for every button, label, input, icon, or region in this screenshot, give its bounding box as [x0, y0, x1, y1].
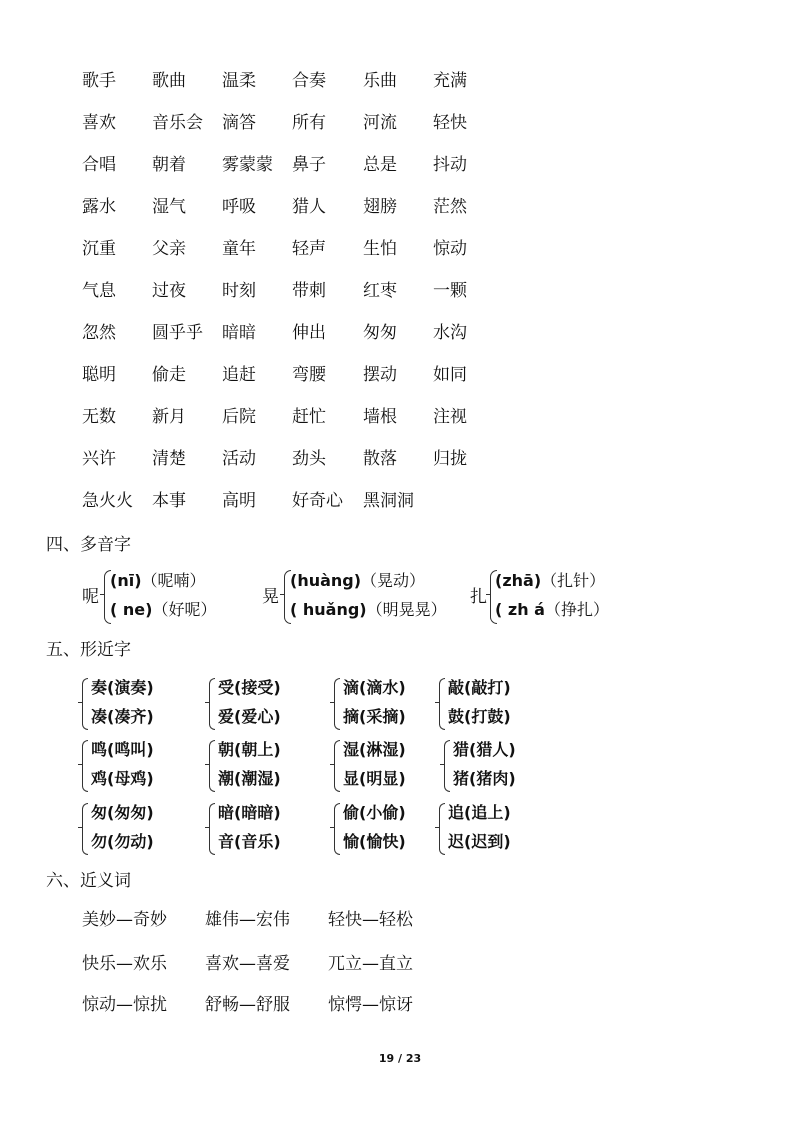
- word: 红枣: [363, 281, 397, 301]
- synonym-pair: 快乐—欢乐: [82, 954, 167, 974]
- synonym-pair: 惊愕—惊讶: [328, 995, 413, 1015]
- word: 童年: [222, 239, 256, 259]
- polyphonic-entry: [262, 568, 462, 626]
- word: 水沟: [433, 323, 467, 343]
- similar-char: 音(音乐): [218, 832, 281, 851]
- word-row: [82, 194, 522, 236]
- brace-icon: [209, 803, 215, 855]
- example-word: （明晃晃）: [366, 600, 447, 619]
- word: 温柔: [222, 71, 256, 91]
- similar-pair: [209, 799, 319, 857]
- brace-icon: [334, 740, 340, 792]
- similar-char: 湿(淋湿): [343, 740, 406, 759]
- section-title-similar: 五、形近字: [46, 640, 131, 660]
- word-row: [82, 446, 522, 488]
- word: 猎人: [292, 197, 326, 217]
- synonym-pair: 雄伟—宏伟: [205, 910, 290, 930]
- synonym-pair: 喜欢—喜爱: [205, 954, 290, 974]
- word-row: [82, 320, 522, 362]
- word: 过夜: [152, 281, 186, 301]
- word-row: [82, 110, 522, 152]
- word: 音乐会: [152, 113, 203, 133]
- word: 合奏: [292, 71, 326, 91]
- brace-icon: [444, 740, 450, 792]
- word: 带刺: [292, 281, 326, 301]
- word: 生怕: [363, 239, 397, 259]
- word: 注视: [433, 407, 467, 427]
- pinyin: ( huǎng): [290, 600, 367, 619]
- word: 本事: [152, 491, 186, 511]
- word: 一颗: [433, 281, 467, 301]
- brace-icon: [439, 678, 445, 730]
- word-row: [82, 236, 522, 278]
- similar-char: 偷(小偷): [343, 803, 406, 822]
- word: 轻快: [433, 113, 467, 133]
- word: 气息: [82, 281, 116, 301]
- word: 轻声: [292, 239, 326, 259]
- word: 翅膀: [363, 197, 397, 217]
- word: 湿气: [152, 197, 186, 217]
- word-row: [82, 152, 522, 194]
- brace-icon: [209, 740, 215, 792]
- similar-char: 奏(演奏): [91, 678, 154, 697]
- word: 茫然: [433, 197, 467, 217]
- polyphonic-reading: [110, 570, 206, 592]
- similar-char: 迟(迟到): [448, 832, 511, 851]
- word: 呼吸: [222, 197, 256, 217]
- similar-char: 猎(猎人): [453, 740, 516, 759]
- word: 急火火: [82, 491, 133, 511]
- similar-pair: [334, 799, 444, 857]
- word: 匆匆: [363, 323, 397, 343]
- synonym-pair: 惊动—惊扰: [82, 995, 167, 1015]
- word: 追赶: [222, 365, 256, 385]
- page-number: 19 / 23: [378, 1052, 422, 1065]
- word: 乐曲: [363, 71, 397, 91]
- word-list: [82, 68, 522, 530]
- similar-pair: [439, 674, 549, 732]
- word: 抖动: [433, 155, 467, 175]
- word: 弯腰: [292, 365, 326, 385]
- polyphonic-reading: [495, 599, 609, 621]
- word: 无数: [82, 407, 116, 427]
- word: 惊动: [433, 239, 467, 259]
- word: 聪明: [82, 365, 116, 385]
- word: 新月: [152, 407, 186, 427]
- word: 总是: [363, 155, 397, 175]
- brace-icon: [334, 803, 340, 855]
- similar-char: 摘(采摘): [343, 707, 406, 726]
- word: 散落: [363, 449, 397, 469]
- word: 忽然: [82, 323, 116, 343]
- word: 喜欢: [82, 113, 116, 133]
- word-row: [82, 278, 522, 320]
- word: 后院: [222, 407, 256, 427]
- similar-char: 暗(暗暗): [218, 803, 281, 822]
- brace-icon: [209, 678, 215, 730]
- brace-icon: [82, 678, 88, 730]
- word: 雾蒙蒙: [222, 155, 273, 175]
- polyphonic-entry: [470, 568, 630, 626]
- polyphonic-reading: [290, 599, 447, 621]
- word: 劲头: [292, 449, 326, 469]
- word: 偷走: [152, 365, 186, 385]
- similar-char: 敲(敲打): [448, 678, 511, 697]
- synonym-pair: 美妙—奇妙: [82, 910, 167, 930]
- similar-char: 鼓(打鼓): [448, 707, 511, 726]
- similar-char: 凑(凑齐): [91, 707, 154, 726]
- similar-char: 鸣(鸣叫): [91, 740, 154, 759]
- similar-char: 潮(潮湿): [218, 769, 281, 788]
- similar-pair: [334, 674, 444, 732]
- word: 河流: [363, 113, 397, 133]
- word: 父亲: [152, 239, 186, 259]
- similar-char: 显(明显): [343, 769, 406, 788]
- example-word: （扎针）: [541, 571, 606, 590]
- word: 伸出: [292, 323, 326, 343]
- word: 好奇心: [292, 491, 343, 511]
- pinyin: (nī): [110, 571, 142, 590]
- word: 滴答: [222, 113, 256, 133]
- word: 沉重: [82, 239, 116, 259]
- similar-pair: [209, 736, 319, 794]
- word: 墙根: [363, 407, 397, 427]
- word: 兴许: [82, 449, 116, 469]
- word: 黑洞洞: [363, 491, 414, 511]
- pinyin: (huàng): [290, 571, 362, 590]
- similar-pair: [82, 674, 192, 732]
- example-word: （呢喃）: [141, 571, 206, 590]
- polyphonic-char: 晃: [262, 587, 279, 607]
- pinyin: (zhā): [495, 571, 542, 590]
- pinyin: ( ne): [110, 600, 153, 619]
- brace-icon: [334, 678, 340, 730]
- similar-char: 匆(匆匆): [91, 803, 154, 822]
- word: 时刻: [222, 281, 256, 301]
- section-title-polyphonic: 四、多音字: [46, 535, 131, 555]
- similar-char: 朝(朝上): [218, 740, 281, 759]
- word: 活动: [222, 449, 256, 469]
- brace-icon: [82, 803, 88, 855]
- brace-icon: [439, 803, 445, 855]
- polyphonic-reading: [495, 570, 605, 592]
- synonym-pair: 轻快—轻松: [328, 910, 413, 930]
- polyphonic-reading: [110, 599, 216, 621]
- word-row: [82, 404, 522, 446]
- similar-char: 滴(滴水): [343, 678, 406, 697]
- word: 清楚: [152, 449, 186, 469]
- similar-pair: [82, 736, 192, 794]
- word: 鼻子: [292, 155, 326, 175]
- similar-pair: [439, 799, 549, 857]
- example-word: （好呢）: [152, 600, 217, 619]
- example-word: （晃动）: [361, 571, 426, 590]
- word: 暗暗: [222, 323, 256, 343]
- word: 合唱: [82, 155, 116, 175]
- similar-char: 追(追上): [448, 803, 511, 822]
- polyphonic-entry: [82, 568, 222, 626]
- synonym-pair: 兀立—直立: [328, 954, 413, 974]
- word-row: [82, 362, 522, 404]
- polyphonic-char: 扎: [470, 587, 487, 607]
- word: 歌手: [82, 71, 116, 91]
- similar-char: 受(接受): [218, 678, 281, 697]
- similar-char: 爱(爱心): [218, 707, 281, 726]
- word-row: [82, 68, 522, 110]
- word: 归拢: [433, 449, 467, 469]
- word: 露水: [82, 197, 116, 217]
- section-title-synonyms: 六、近义词: [46, 871, 131, 891]
- word: 如同: [433, 365, 467, 385]
- word: 充满: [433, 71, 467, 91]
- similar-pair: [444, 736, 554, 794]
- word: 所有: [292, 113, 326, 133]
- word: 圆乎乎: [152, 323, 203, 343]
- polyphonic-char: 呢: [82, 587, 99, 607]
- brace-icon: [82, 740, 88, 792]
- word: 高明: [222, 491, 256, 511]
- similar-char: 愉(愉快): [343, 832, 406, 851]
- synonym-pair: 舒畅—舒服: [205, 995, 290, 1015]
- word-row: [82, 488, 522, 530]
- similar-char: 勿(勿动): [91, 832, 154, 851]
- polyphonic-reading: [290, 570, 425, 592]
- word: 赶忙: [292, 407, 326, 427]
- similar-char: 鸡(母鸡): [91, 769, 154, 788]
- similar-pair: [82, 799, 192, 857]
- example-word: （挣扎）: [544, 600, 609, 619]
- word: 摆动: [363, 365, 397, 385]
- similar-char: 猪(猪肉): [453, 769, 516, 788]
- similar-pair: [334, 736, 444, 794]
- pinyin: ( zh á: [495, 600, 545, 619]
- similar-pair: [209, 674, 319, 732]
- word: 歌曲: [152, 71, 186, 91]
- word: 朝着: [152, 155, 186, 175]
